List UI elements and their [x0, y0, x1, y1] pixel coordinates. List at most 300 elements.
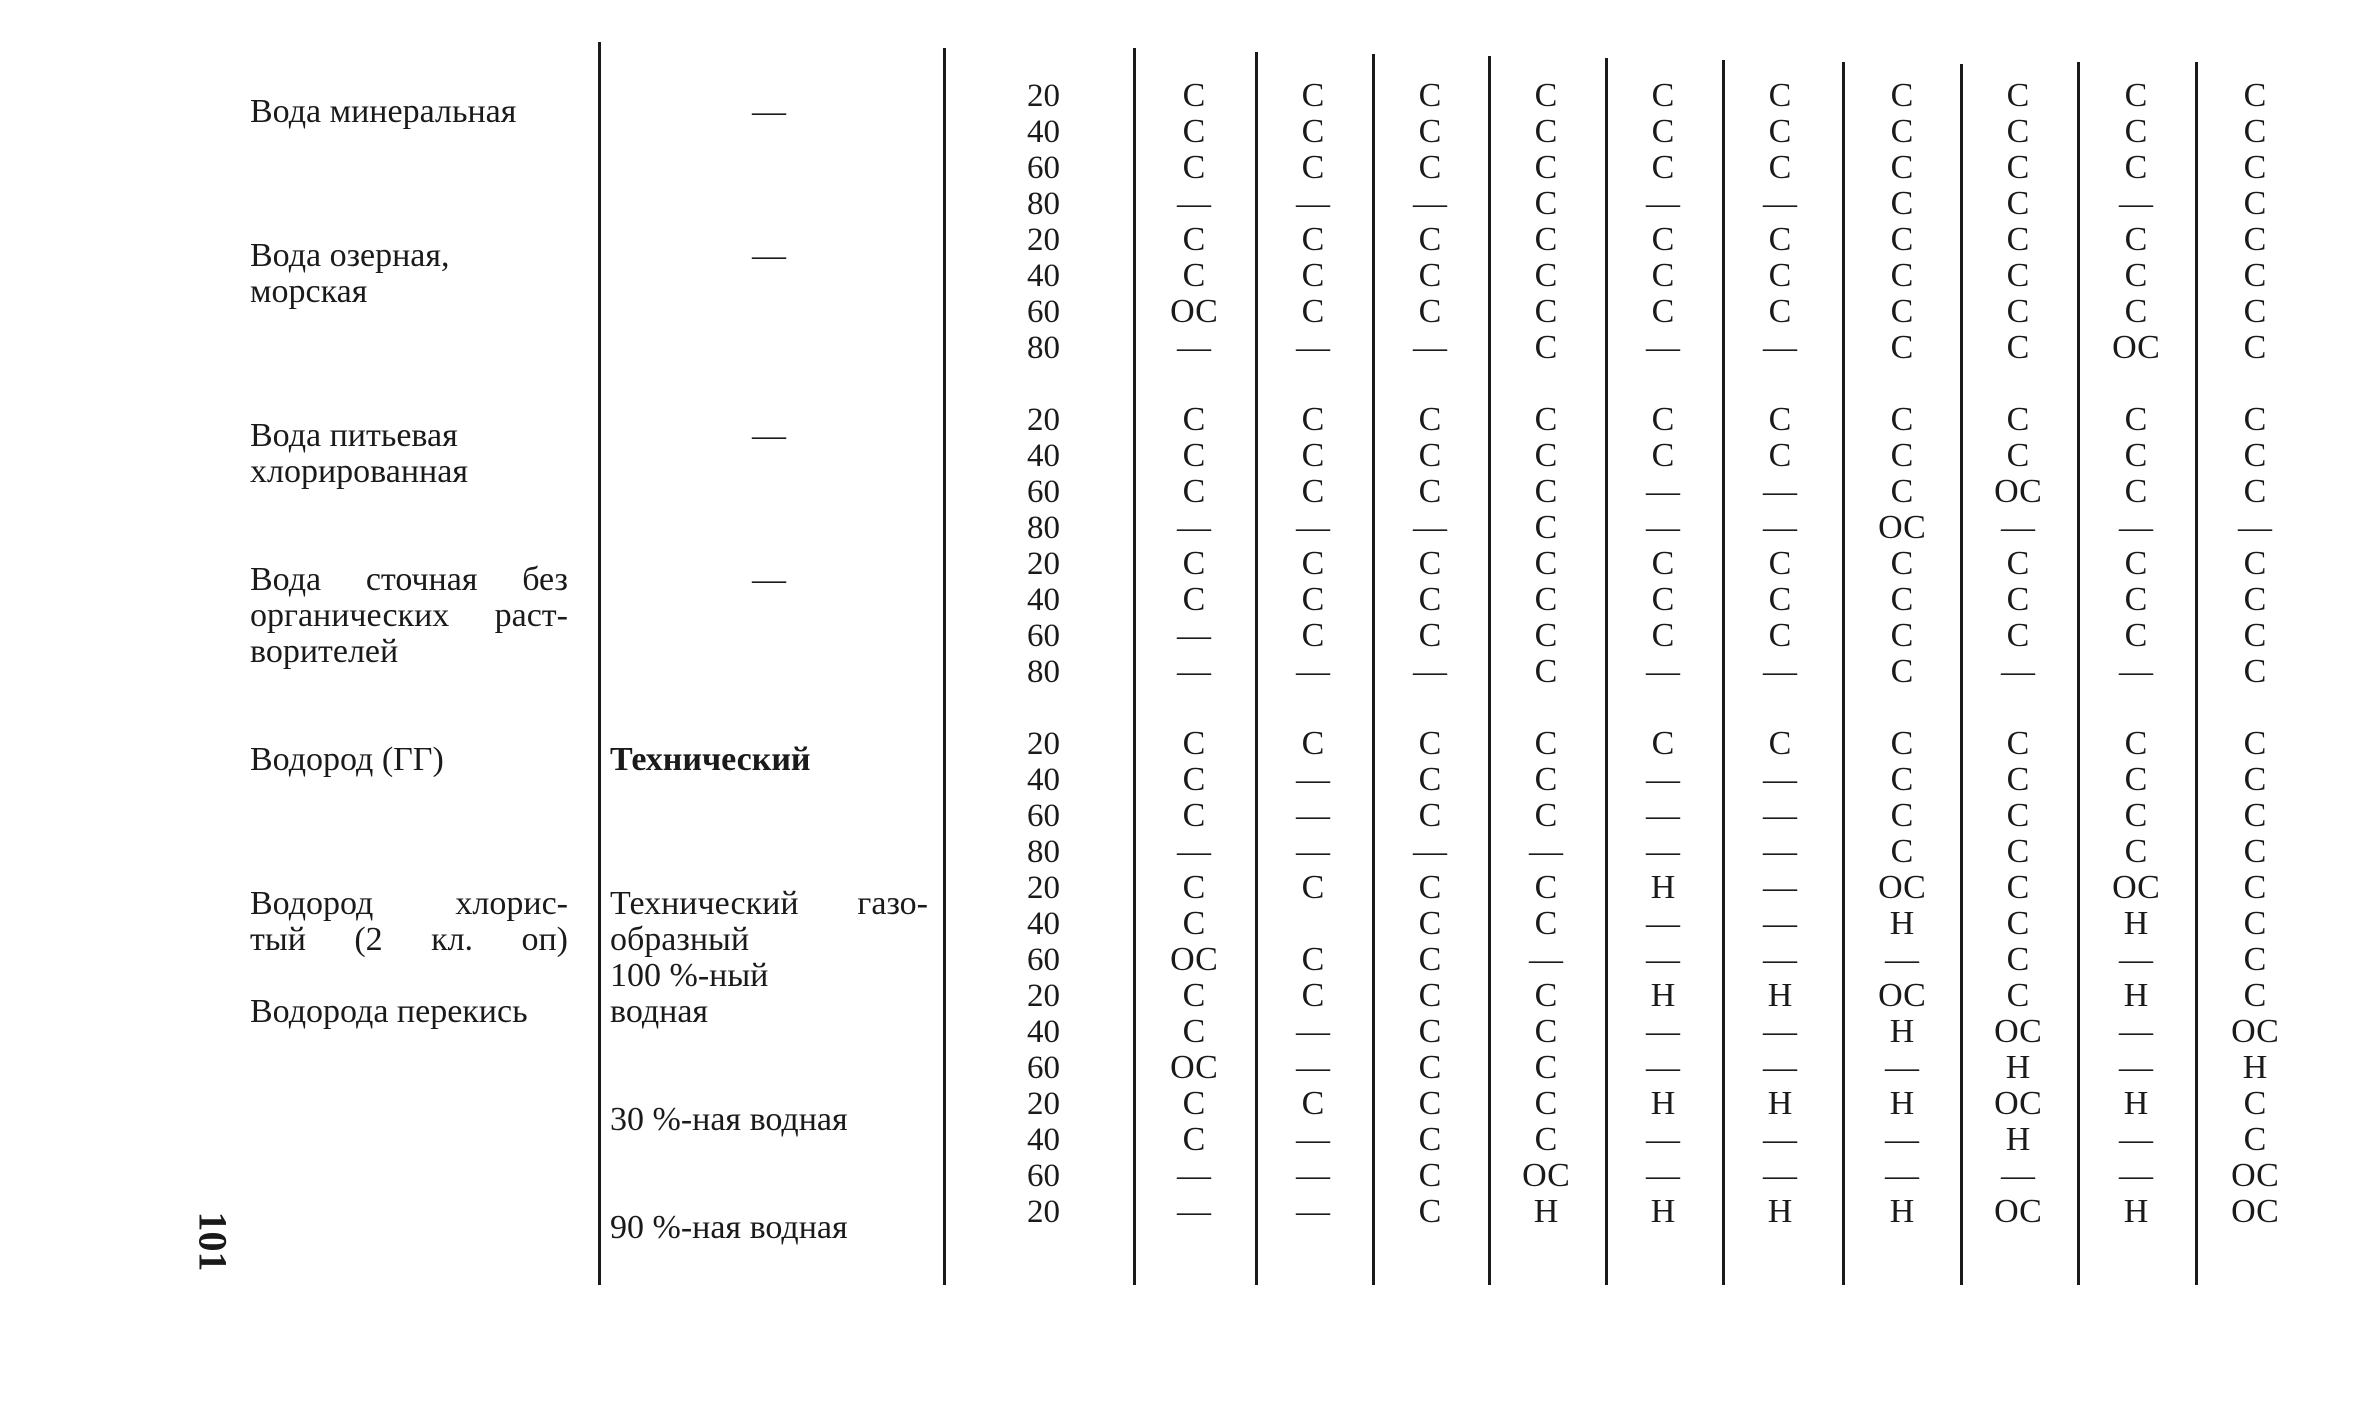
resistance-cell: С: [2243, 725, 2267, 762]
resistance-cell: С: [2006, 869, 2030, 906]
resistance-cell: ОС: [1170, 941, 1218, 978]
material-name: [250, 562, 568, 670]
resistance-cell: —: [1763, 905, 1797, 942]
concentration-line: —: [752, 237, 786, 274]
temperature-value: 20: [1027, 546, 1060, 582]
resistance-cell: —: [1646, 185, 1680, 222]
resistance-cell: —: [1296, 1193, 1330, 1230]
resistance-cell: С: [2243, 761, 2267, 798]
temperature-value: 20: [1027, 1086, 1060, 1122]
resistance-cell: С: [2243, 833, 2267, 870]
resistance-cell: С: [1301, 725, 1325, 762]
resistance-cell: С: [1418, 473, 1442, 510]
temperature-value: 20: [1027, 1194, 1060, 1230]
resistance-cell: С: [1534, 545, 1558, 582]
resistance-cell: —: [1413, 653, 1447, 690]
resistance-cell: С: [1418, 1085, 1442, 1122]
resistance-cell: С: [2006, 437, 2030, 474]
resistance-cell: —: [1177, 509, 1211, 546]
resistance-cell: С: [1534, 257, 1558, 294]
resistance-cell: —: [1763, 1121, 1797, 1158]
resistance-cell: С: [2124, 77, 2148, 114]
resistance-cell: С: [2243, 1121, 2267, 1158]
resistance-cell: С: [2243, 941, 2267, 978]
resistance-cell: С: [1651, 725, 1675, 762]
concentration-dash: [752, 238, 786, 274]
temperature-value: 20: [1027, 978, 1060, 1014]
resistance-cell: —: [1646, 1049, 1680, 1086]
resistance-cell: Н: [1889, 1193, 1915, 1230]
resistance-cell: ОС: [1994, 1013, 2042, 1050]
resistance-cell: —: [1646, 761, 1680, 798]
resistance-cell: С: [2243, 473, 2267, 510]
column-rule: [1960, 64, 1963, 1285]
resistance-cell: Н: [2005, 1049, 2031, 1086]
resistance-cell: С: [1890, 437, 1914, 474]
resistance-cell: С: [2243, 185, 2267, 222]
resistance-cell: С: [1418, 725, 1442, 762]
concentration-dash: [752, 418, 786, 454]
resistance-cell: С: [1182, 149, 1206, 186]
temperature-value: 60: [1027, 942, 1060, 978]
resistance-cell: С: [1182, 113, 1206, 150]
concentration-line: 100 %-ный: [610, 957, 769, 994]
resistance-cell: ОС: [1878, 869, 1926, 906]
material-name: [250, 886, 568, 958]
material-name-line: ворителей: [250, 633, 399, 670]
resistance-cell: —: [1763, 797, 1797, 834]
resistance-cell: С: [1890, 221, 1914, 258]
resistance-cell: С: [2124, 725, 2148, 762]
resistance-cell: —: [1885, 941, 1919, 978]
page-number: 101: [190, 1211, 236, 1272]
resistance-cell: Н: [2123, 1085, 2149, 1122]
resistance-cell: —: [1646, 941, 1680, 978]
resistance-cell: С: [1768, 77, 1792, 114]
resistance-cell: —: [1763, 833, 1797, 870]
resistance-cell: —: [1296, 1049, 1330, 1086]
resistance-cell: С: [1768, 221, 1792, 258]
resistance-cell: ОС: [2112, 329, 2160, 366]
resistance-cell: С: [1768, 725, 1792, 762]
concentration-label: [610, 1210, 848, 1246]
resistance-cell: С: [2124, 113, 2148, 150]
resistance-cell: С: [2124, 797, 2148, 834]
resistance-cell: Н: [1650, 1085, 1676, 1122]
resistance-cell: —: [1296, 653, 1330, 690]
temperature-value: 80: [1027, 510, 1060, 546]
resistance-cell: Н: [1650, 869, 1676, 906]
resistance-cell: С: [1182, 725, 1206, 762]
resistance-cell: С: [1534, 1013, 1558, 1050]
resistance-cell: С: [1534, 1049, 1558, 1086]
resistance-cell: —: [1885, 1157, 1919, 1194]
material-name: [250, 418, 468, 490]
resistance-cell: С: [1534, 1085, 1558, 1122]
resistance-cell: С: [1418, 761, 1442, 798]
resistance-cell: С: [1182, 977, 1206, 1014]
resistance-cell: —: [1177, 1193, 1211, 1230]
column-rule: [1133, 48, 1136, 1285]
resistance-cell: —: [1413, 185, 1447, 222]
resistance-cell: С: [2006, 725, 2030, 762]
resistance-cell: ОС: [2231, 1013, 2279, 1050]
resistance-cell: ОС: [1878, 977, 1926, 1014]
resistance-cell: С: [2243, 581, 2267, 618]
resistance-cell: С: [1651, 617, 1675, 654]
resistance-cell: Н: [1533, 1193, 1559, 1230]
resistance-cell: С: [1418, 545, 1442, 582]
resistance-cell: С: [2124, 473, 2148, 510]
column-rule: [1605, 58, 1608, 1285]
resistance-cell: С: [1418, 1157, 1442, 1194]
resistance-cell: —: [1413, 833, 1447, 870]
resistance-cell: —: [2119, 1121, 2153, 1158]
resistance-cell: С: [1534, 329, 1558, 366]
resistance-cell: —: [1763, 869, 1797, 906]
resistance-cell: С: [1890, 653, 1914, 690]
resistance-cell: ОС: [1994, 1085, 2042, 1122]
resistance-cell: С: [2124, 617, 2148, 654]
concentration-line: Технический газо-: [610, 885, 928, 922]
resistance-cell: —: [1763, 1157, 1797, 1194]
material-name: [250, 994, 528, 1030]
resistance-cell: С: [2124, 401, 2148, 438]
resistance-cell: С: [2006, 941, 2030, 978]
resistance-cell: С: [2006, 797, 2030, 834]
resistance-cell: С: [2243, 617, 2267, 654]
resistance-cell: С: [1651, 293, 1675, 330]
resistance-cell: Н: [2242, 1049, 2268, 1086]
resistance-cell: —: [2238, 509, 2272, 546]
resistance-cell: Н: [2123, 1193, 2149, 1230]
resistance-cell: С: [1418, 1193, 1442, 1230]
resistance-cell: С: [2243, 113, 2267, 150]
resistance-cell: С: [2006, 293, 2030, 330]
resistance-cell: С: [1182, 437, 1206, 474]
resistance-cell: Н: [1889, 905, 1915, 942]
resistance-cell: С: [1418, 977, 1442, 1014]
resistance-cell: С: [1890, 725, 1914, 762]
resistance-cell: С: [1890, 257, 1914, 294]
resistance-cell: С: [2124, 833, 2148, 870]
material-name-line: Вода минеральная: [250, 93, 517, 130]
resistance-cell: С: [2006, 977, 2030, 1014]
resistance-cell: С: [1418, 77, 1442, 114]
temperature-value: 80: [1027, 330, 1060, 366]
resistance-cell: С: [1182, 77, 1206, 114]
resistance-cell: —: [1177, 185, 1211, 222]
resistance-cell: С: [1301, 869, 1325, 906]
resistance-cell: —: [1296, 509, 1330, 546]
resistance-cell: С: [1418, 401, 1442, 438]
resistance-cell: —: [2119, 185, 2153, 222]
temperature-value: 60: [1027, 1050, 1060, 1086]
resistance-cell: —: [1177, 1157, 1211, 1194]
resistance-cell: —: [1296, 833, 1330, 870]
resistance-cell: —: [2119, 1049, 2153, 1086]
resistance-cell: С: [1651, 437, 1675, 474]
resistance-cell: С: [1182, 761, 1206, 798]
resistance-cell: С: [1534, 977, 1558, 1014]
resistance-cell: С: [1418, 113, 1442, 150]
resistance-cell: —: [1529, 941, 1563, 978]
resistance-cell: —: [1646, 473, 1680, 510]
resistance-cell: —: [1646, 1157, 1680, 1194]
temperature-value: 80: [1027, 834, 1060, 870]
temperature-value: 40: [1027, 906, 1060, 942]
concentration-line: Технический: [610, 741, 811, 778]
resistance-cell: С: [1890, 617, 1914, 654]
temperature-value: 20: [1027, 222, 1060, 258]
resistance-cell: —: [1413, 329, 1447, 366]
resistance-cell: С: [2124, 437, 2148, 474]
resistance-cell: С: [2243, 77, 2267, 114]
resistance-cell: С: [2006, 617, 2030, 654]
resistance-cell: —: [1885, 1049, 1919, 1086]
temperature-value: 60: [1027, 150, 1060, 186]
resistance-cell: С: [1768, 581, 1792, 618]
material-name-line: хлорированная: [250, 453, 468, 490]
concentration-line: —: [752, 93, 786, 130]
resistance-cell: С: [2243, 797, 2267, 834]
resistance-cell: С: [1534, 401, 1558, 438]
resistance-cell: С: [1890, 545, 1914, 582]
resistance-cell: С: [2124, 581, 2148, 618]
resistance-cell: С: [1890, 761, 1914, 798]
resistance-cell: С: [1534, 473, 1558, 510]
resistance-cell: ОС: [1170, 1049, 1218, 1086]
resistance-cell: С: [1534, 113, 1558, 150]
material-name-line: Водорода перекись: [250, 993, 528, 1030]
resistance-cell: С: [1182, 545, 1206, 582]
resistance-cell: —: [1296, 1013, 1330, 1050]
resistance-cell: С: [1534, 509, 1558, 546]
resistance-cell: С: [1182, 401, 1206, 438]
resistance-cell: С: [1534, 293, 1558, 330]
resistance-cell: С: [1890, 77, 1914, 114]
resistance-cell: —: [2001, 509, 2035, 546]
material-name: [250, 238, 450, 310]
resistance-cell: С: [1534, 221, 1558, 258]
resistance-cell: С: [1534, 1121, 1558, 1158]
resistance-cell: С: [1301, 221, 1325, 258]
resistance-cell: С: [1890, 293, 1914, 330]
resistance-cell: С: [1890, 833, 1914, 870]
resistance-cell: ОС: [2231, 1157, 2279, 1194]
column-rule: [2195, 62, 2198, 1285]
resistance-cell: С: [2006, 77, 2030, 114]
resistance-cell: Н: [2123, 977, 2149, 1014]
resistance-cell: Н: [2123, 905, 2149, 942]
temperature-value: 20: [1027, 870, 1060, 906]
resistance-cell: С: [1418, 797, 1442, 834]
resistance-cell: С: [2006, 329, 2030, 366]
resistance-cell: С: [1534, 77, 1558, 114]
material-name-line: тый (2 кл. оп): [250, 921, 568, 958]
concentration-line: —: [752, 561, 786, 598]
concentration-label: [610, 886, 928, 958]
resistance-cell: Н: [1650, 977, 1676, 1014]
resistance-cell: С: [2124, 293, 2148, 330]
resistance-cell: С: [1651, 149, 1675, 186]
resistance-cell: —: [1646, 509, 1680, 546]
concentration-label: [610, 1102, 848, 1138]
resistance-cell: —: [2001, 653, 2035, 690]
resistance-cell: С: [1418, 869, 1442, 906]
resistance-cell: С: [2006, 221, 2030, 258]
temperature-value: 40: [1027, 1014, 1060, 1050]
resistance-cell: С: [1534, 905, 1558, 942]
resistance-cell: С: [2006, 113, 2030, 150]
column-rule: [1722, 60, 1725, 1285]
resistance-cell: С: [2243, 293, 2267, 330]
resistance-cell: С: [1418, 581, 1442, 618]
resistance-cell: Н: [1767, 977, 1793, 1014]
resistance-cell: —: [2119, 1013, 2153, 1050]
resistance-cell: С: [1182, 257, 1206, 294]
resistance-cell: С: [1301, 113, 1325, 150]
resistance-cell: —: [1296, 761, 1330, 798]
resistance-cell: С: [1768, 257, 1792, 294]
resistance-cell: С: [1418, 257, 1442, 294]
resistance-cell: С: [1301, 581, 1325, 618]
resistance-cell: С: [1768, 545, 1792, 582]
resistance-cell: С: [1534, 725, 1558, 762]
resistance-cell: С: [2243, 401, 2267, 438]
resistance-cell: С: [2124, 761, 2148, 798]
resistance-cell: —: [2001, 1157, 2035, 1194]
resistance-cell: С: [2243, 905, 2267, 942]
material-name-line: Водород хлорис-: [250, 885, 568, 922]
resistance-cell: Н: [1889, 1085, 1915, 1122]
resistance-cell: С: [1301, 1085, 1325, 1122]
resistance-cell: —: [1763, 761, 1797, 798]
resistance-cell: С: [2006, 149, 2030, 186]
material-name-line: Водород (ГГ): [250, 741, 444, 778]
resistance-cell: С: [1301, 941, 1325, 978]
concentration-line: образный: [610, 921, 750, 958]
resistance-cell: С: [1182, 869, 1206, 906]
resistance-cell: —: [1413, 509, 1447, 546]
resistance-cell: С: [1534, 149, 1558, 186]
resistance-cell: С: [1890, 401, 1914, 438]
resistance-cell: Н: [1650, 1193, 1676, 1230]
temperature-value: 20: [1027, 726, 1060, 762]
resistance-cell: С: [1182, 581, 1206, 618]
resistance-cell: С: [1301, 437, 1325, 474]
resistance-cell: —: [1296, 797, 1330, 834]
resistance-cell: С: [1301, 401, 1325, 438]
resistance-cell: С: [1418, 149, 1442, 186]
column-rule: [1372, 54, 1375, 1285]
resistance-cell: С: [1418, 1049, 1442, 1086]
concentration-dash: [752, 562, 786, 598]
resistance-cell: С: [2006, 257, 2030, 294]
temperature-value: 80: [1027, 186, 1060, 222]
resistance-cell: С: [1418, 905, 1442, 942]
resistance-cell: С: [1768, 113, 1792, 150]
temperature-value: 20: [1027, 402, 1060, 438]
temperature-value: 60: [1027, 294, 1060, 330]
resistance-cell: —: [1646, 797, 1680, 834]
resistance-cell: ОС: [1994, 1193, 2042, 1230]
resistance-cell: —: [1296, 1157, 1330, 1194]
resistance-cell: С: [1768, 293, 1792, 330]
concentration-line: 90 %-ная водная: [610, 1209, 848, 1246]
resistance-cell: С: [2243, 653, 2267, 690]
resistance-cell: С: [1534, 869, 1558, 906]
resistance-cell: С: [1534, 653, 1558, 690]
resistance-cell: С: [1182, 473, 1206, 510]
concentration-dash: [752, 94, 786, 130]
resistance-cell: —: [1177, 329, 1211, 366]
resistance-cell: С: [2006, 581, 2030, 618]
temperature-value: 60: [1027, 618, 1060, 654]
material-name: [250, 742, 444, 778]
resistance-cell: —: [1646, 1013, 1680, 1050]
resistance-cell: С: [1534, 581, 1558, 618]
resistance-cell: С: [2006, 833, 2030, 870]
temperature-value: 60: [1027, 474, 1060, 510]
resistance-cell: С: [1768, 617, 1792, 654]
resistance-cell: —: [1177, 617, 1211, 654]
resistance-cell: С: [1651, 221, 1675, 258]
resistance-cell: С: [1301, 257, 1325, 294]
resistance-cell: С: [1182, 1121, 1206, 1158]
resistance-cell: С: [1651, 77, 1675, 114]
resistance-cell: —: [1763, 1049, 1797, 1086]
resistance-cell: —: [1646, 1121, 1680, 1158]
resistance-cell: —: [1646, 905, 1680, 942]
temperature-value: 60: [1027, 798, 1060, 834]
resistance-cell: —: [1885, 1121, 1919, 1158]
column-rule: [1488, 56, 1491, 1285]
resistance-cell: —: [1646, 833, 1680, 870]
temperature-value: 80: [1027, 654, 1060, 690]
resistance-cell: ОС: [2231, 1193, 2279, 1230]
resistance-cell: С: [1182, 221, 1206, 258]
resistance-cell: С: [1890, 797, 1914, 834]
resistance-cell: —: [2119, 509, 2153, 546]
resistance-cell: С: [1418, 437, 1442, 474]
resistance-cell: С: [1418, 293, 1442, 330]
resistance-cell: С: [1768, 149, 1792, 186]
resistance-cell: С: [2243, 1085, 2267, 1122]
material-name-line: морская: [250, 273, 368, 310]
temperature-value: 40: [1027, 258, 1060, 294]
resistance-cell: С: [2243, 869, 2267, 906]
resistance-cell: —: [2119, 1157, 2153, 1194]
resistance-cell: —: [2119, 653, 2153, 690]
resistance-cell: ОС: [1170, 293, 1218, 330]
resistance-cell: С: [2243, 149, 2267, 186]
concentration-line: водная: [610, 993, 709, 1030]
column-rule: [598, 42, 601, 1285]
resistance-cell: С: [1418, 1013, 1442, 1050]
column-rule: [943, 48, 946, 1285]
resistance-cell: ОС: [1522, 1157, 1570, 1194]
resistance-cell: С: [1890, 329, 1914, 366]
resistance-cell: —: [1296, 185, 1330, 222]
resistance-cell: С: [1651, 581, 1675, 618]
resistance-cell: С: [1890, 185, 1914, 222]
resistance-cell: С: [1534, 797, 1558, 834]
resistance-cell: С: [1182, 797, 1206, 834]
resistance-cell: ОС: [1994, 473, 2042, 510]
resistance-cell: С: [1768, 437, 1792, 474]
resistance-cell: С: [2006, 905, 2030, 942]
